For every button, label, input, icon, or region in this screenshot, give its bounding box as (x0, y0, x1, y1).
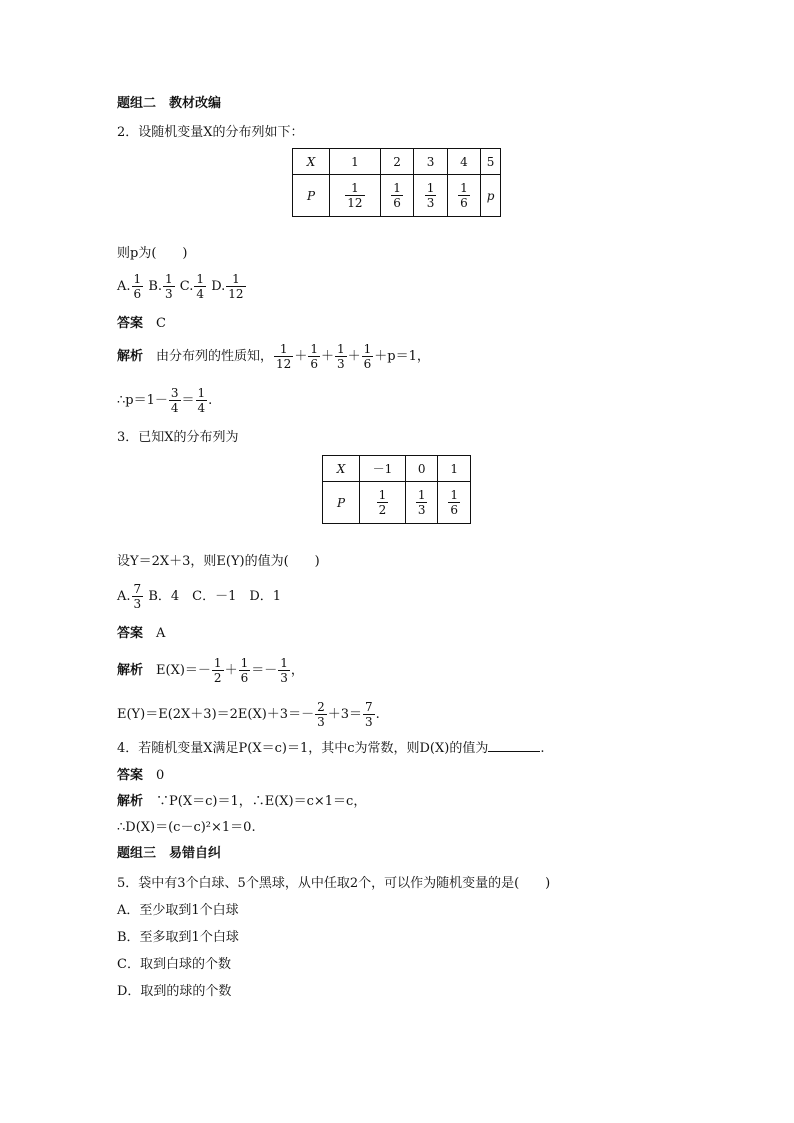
table-cell: 0 (405, 456, 438, 482)
fraction-numerator: 3 (170, 386, 179, 400)
fraction-numerator: 1 (196, 272, 205, 286)
fraction-denominator: 4 (196, 287, 205, 301)
fraction-denominator: 3 (280, 671, 288, 685)
table-cell (360, 482, 406, 524)
section-title: 题组二 教材改编 (117, 96, 222, 111)
answer-label: 答案 (117, 316, 144, 331)
table-cell (414, 175, 447, 217)
table-cell: 2 (380, 149, 413, 175)
answer-value: C (156, 316, 166, 331)
table-cell (330, 175, 381, 217)
table-cell (447, 175, 480, 217)
fraction-numerator: 1 (417, 488, 426, 502)
option-letter: B. (148, 279, 162, 294)
analysis-line: 解析 E(X)＝－ $\frac{1}{2}$ ＋ $\frac{1}{6}$ ＝－ $\frac{1}{3}$ ， (117, 656, 304, 685)
fraction-numerator: 1 (274, 342, 293, 357)
question-3-stem: 3．已知X的分布列为 (117, 430, 239, 445)
question-2-stem: 2．设随机变量X的分布列如下： (117, 125, 304, 140)
fraction-numerator: 1 (280, 656, 288, 670)
fraction-denominator: 3 (317, 715, 325, 729)
fraction-numerator: 1 (345, 181, 364, 196)
answer-blank (488, 739, 540, 752)
fraction-denominator: 6 (240, 671, 249, 685)
fraction-denominator: 12 (228, 287, 244, 301)
fraction-denominator: 6 (363, 357, 372, 371)
question-4-text: 4．若随机变量X满足P(X＝c)＝1，其中c为常数，则D(X)的值为 (117, 741, 489, 756)
fraction-numerator: 1 (460, 181, 468, 195)
distribution-table-q2 (292, 148, 501, 217)
fraction-numerator: 1 (363, 342, 372, 356)
fraction-numerator: 2 (317, 700, 325, 714)
option-letter: C. (179, 279, 194, 294)
fraction-numerator: 1 (426, 181, 435, 195)
fraction-numerator: 1 (378, 488, 387, 502)
answer-line (117, 626, 165, 642)
section-title: 题组三 易错自纠 (117, 846, 222, 861)
analysis-label: 解析 (117, 663, 144, 678)
fraction-denominator: 6 (450, 503, 459, 517)
answer-value: A (156, 626, 166, 641)
analysis-result: ∴p＝1－ $\frac{3}{4}$ ＝ $\frac{1}{4}$ . (117, 386, 213, 415)
analysis-text: ∵P(X＝c)＝1，∴E(X)＝c×1＝c， (156, 794, 367, 809)
analysis-text: E(X)＝－ (156, 663, 211, 678)
table-cell (405, 482, 438, 524)
analysis-label: 解析 (117, 794, 144, 809)
question-4-stem: 4．若随机变量X满足P(X＝c)＝1，其中c为常数，则D(X)的值为 . (117, 741, 545, 756)
fraction-denominator: 3 (165, 287, 173, 301)
question-2-options (117, 272, 247, 301)
table-p-header: P (293, 175, 330, 217)
fraction-numerator: 7 (133, 582, 142, 596)
analysis-result: E(Y)＝E(2X＋3)＝2E(X)＋3＝－ $\frac{2}{3}$ ＋3＝ $\frac{7}{3}$ . (117, 700, 380, 729)
analysis-tail: ＋p＝1， (374, 349, 430, 364)
result-prefix: E(Y)＝E(2X＋3)＝2E(X)＋3＝－ (117, 707, 315, 722)
table-x-header: X (323, 456, 360, 482)
fraction-denominator: 3 (133, 597, 142, 611)
question-3-ask: 设Y＝2X＋3，则E(Y)的值为( ) (117, 554, 320, 569)
option-a: A．至少取到1个白球 (117, 903, 239, 918)
table-x-header: X (293, 149, 330, 175)
distribution-table-q3 (322, 455, 471, 524)
table-p-header: P (323, 482, 360, 524)
fraction-denominator: 4 (197, 401, 206, 415)
analysis-result: ∴D(X)＝(c－c)²×1＝0. (117, 820, 256, 835)
option-letter: D. (211, 279, 226, 294)
fraction-numerator: 1 (240, 656, 249, 670)
fraction-numerator: 1 (197, 386, 206, 400)
question-5-stem: 5．袋中有3个白球、5个黑球，从中任取2个，可以作为随机变量的是( ) (117, 876, 551, 891)
answer-line (117, 768, 164, 784)
analysis-label: 解析 (117, 349, 144, 364)
fraction-denominator: 4 (170, 401, 179, 415)
table-cell (380, 175, 413, 217)
fraction-numerator: 7 (365, 700, 373, 714)
fraction-denominator: 3 (337, 357, 345, 371)
fraction-denominator: 3 (365, 715, 373, 729)
fraction-denominator: 6 (310, 357, 318, 371)
fraction-denominator: 6 (460, 196, 468, 210)
result-prefix: ∴p＝1－ (117, 393, 168, 408)
analysis-line: 解析 由分布列的性质知， $\frac{1}{12}$ ＋ $\frac{1}{6}$ ＋ $\frac{1}{3}$ ＋ $\frac{1}{6}$ ＋p＝1， (117, 342, 430, 371)
fraction-denominator: 2 (378, 503, 387, 517)
fraction-denominator: 3 (426, 196, 435, 210)
option-letter: A. (117, 279, 131, 294)
fraction-numerator: 1 (165, 272, 173, 286)
answer-value: 0 (156, 768, 165, 783)
fraction-numerator: 1 (226, 272, 245, 287)
fraction-denominator: 6 (133, 287, 142, 301)
question-2-ask: 则p为( ) (117, 246, 188, 261)
analysis-text: 由分布列的性质知， (156, 349, 274, 364)
answer-label: 答案 (117, 626, 144, 641)
fraction-numerator: 1 (337, 342, 345, 356)
option-c: C．取到白球的个数 (117, 957, 231, 972)
fraction-numerator: 1 (213, 656, 222, 670)
answer-label: 答案 (117, 768, 144, 783)
table-cell: p (481, 175, 501, 217)
fraction-numerator: 1 (393, 181, 401, 195)
table-cell (438, 482, 471, 524)
fraction-numerator: 1 (450, 488, 459, 502)
fraction-denominator: 2 (213, 671, 222, 685)
table-cell: 1 (438, 456, 471, 482)
equals: ＝ (181, 393, 195, 408)
table-cell: 4 (447, 149, 480, 175)
answer-line (117, 316, 166, 332)
fraction-numerator: 1 (310, 342, 318, 356)
fraction-denominator: 3 (417, 503, 426, 517)
option-letter: A. (117, 589, 131, 604)
option-d: D．取到的球的个数 (117, 984, 232, 999)
analysis-line (117, 794, 366, 810)
table-cell: 1 (330, 149, 381, 175)
fraction-numerator: 1 (133, 272, 142, 286)
table-cell: 3 (414, 149, 447, 175)
options-rest: B．4 C．－1 D．1 (148, 589, 282, 604)
fraction-denominator: 12 (347, 196, 363, 210)
question-3-options (117, 582, 281, 611)
table-cell: －1 (360, 456, 406, 482)
option-b: B．至多取到1个白球 (117, 930, 239, 945)
fraction-denominator: 6 (393, 196, 401, 210)
fraction-denominator: 12 (276, 357, 292, 371)
table-cell: 5 (481, 149, 501, 175)
